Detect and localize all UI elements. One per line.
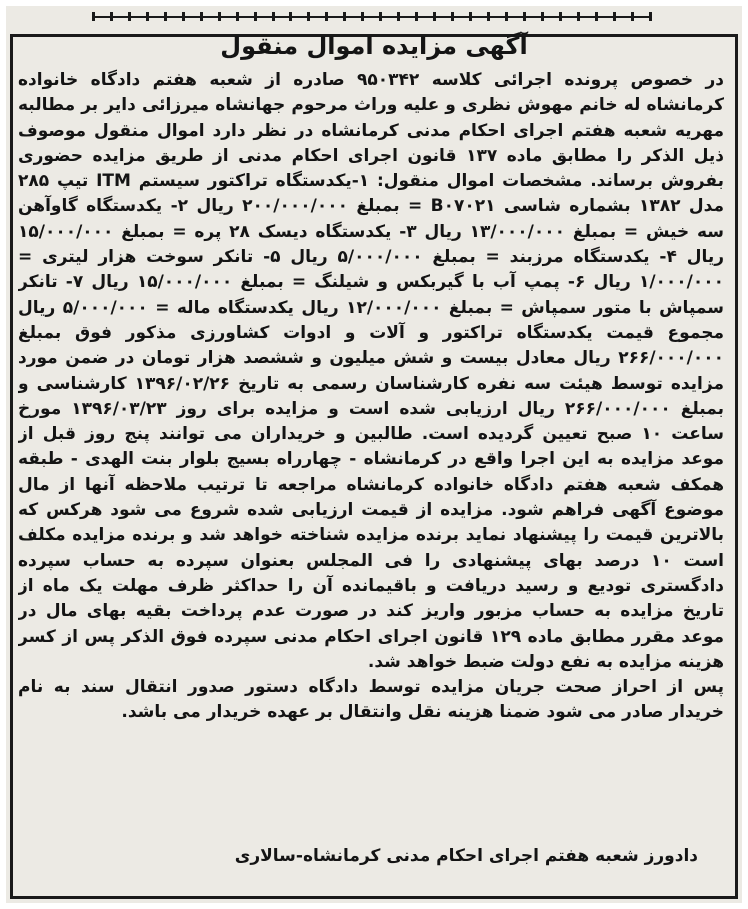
notice-body	[18, 68, 724, 828]
notice-paragraph-main: در خصوص پرونده اجرائی کلاسه ۹۵۰۳۴۲ صادره از شعبه هفتم دادگاه خانواده کرمانشاه له خانم مهوش نظری و علیه وراث مرحوم جهانشاه میرزائی دایر بر مطالبه مهریه شعبه هفتم اجرای احکام مدنی کرمانشاه در نظر دارد اموال منقول موصوف ذیل الذکر را مطابق ماده ۱۳۷ قانون اجرای احکام مدنی از طریق مزایده حضوری بفروش برساند. مشخصات اموال منقول: ۱-یکدستگاه تراکتور سیستم ITM تیپ ۲۸۵ مدل ۱۳۸۲ بشماره شاسی B۰۷۰۲۱ = بمبلغ ۲۰۰/۰۰۰/۰۰۰ ریال ۲- یکدستگاه گاوآهن سه خیش = بمبلغ ۱۳/۰۰۰/۰۰۰ ریال ۳- یکدستگاه دیسک ۲۸ پره = بمبلغ ۱۵/۰۰۰/۰۰۰ ریال ۴- یکدستگاه مرزبند = بمبلغ ۵/۰۰۰/۰۰۰ ریال ۵- تانکر سوخت هزار لیتری = ۱/۰۰۰/۰۰۰ ریال ۶- پمپ آب با گیربکس و شیلنگ = بمبلغ ۱۵/۰۰۰/۰۰۰ ریال ۷- تانکر سمپاش با متور سمپاش = بمبلغ ۱۲/۰۰۰/۰۰۰ ریال یکدستگاه ماله = ۵/۰۰۰/۰۰۰ ریال مجموع قیمت یکدستگاه تراکتور و آلات و ادوات کشاورزی مذکور فوق بمبلغ ۲۶۶/۰۰۰/۰۰۰ ریال معادل بیست و شش میلیون و ششصد هزار تومان در ضمن مورد مزایده توسط هیئت سه نفره کارشناسان رسمی به تاریخ ۱۳۹۶/۰۲/۲۶ کارشناسی و بمبلغ ۲۶۶/۰۰۰/۰۰۰ ریال ارزیابی شده است و مزایده برای روز ۱۳۹۶/۰۳/۲۳ مورخ ساعت ۱۰ صبح تعیین گردیده است. طالبین و خریداران می توانند پنج روز قبل از موعد مزایده به این اجرا واقع در کرمانشاه - چهارراه بسیج بلوار بنت الهدی - طبقه همکف شعبه هفتم دادگاه خانواده کرمانشاه مراجعه تا ترتیب ملاحظه آنها از مال موضوع آگهی فراهم شود. مزایده از قیمت ارزیابی شده شروع می شود هرکس که بالاترین قیمت را پیشنهاد نماید برنده مزایده شناخته خواهد شد و برنده مزایده مکلف است ۱۰ درصد بهای پیشنهادی را فی المجلس بعنوان سپرده به حساب سپرده دادگستری تودیع و رسید دریافت و باقیمانده آن را حداکثر ظرف مهلت یک ماه از تاریخ مزایده به حساب مزبور واریز کند در صورت عدم پرداخت بقیه بهای مال در موعد مقرر مطابق ماده ۱۲۹ قانون اجرای احکام مدنی سپرده فوق الذکر پس از کسر هزینه مزایده به نفع دولت ضبط خواهد شد.	[18, 70, 724, 672]
notice-signature: دادورز شعبه هفتم اجرای احکام مدنی کرمانشاه-سالاری	[234, 846, 698, 866]
notice-paragraph-transfer: پس از احراز صحت جریان مزایده توسط دادگاه دستور صدور انتقال سند به نام خریدار صادر می شود ضمنا هزینه نقل وانتقال بر عهده خریدار می باشد.	[18, 677, 724, 723]
notice-title: آگهی مزایده اموال منقول	[220, 32, 528, 60]
decorative-dots	[92, 11, 652, 21]
